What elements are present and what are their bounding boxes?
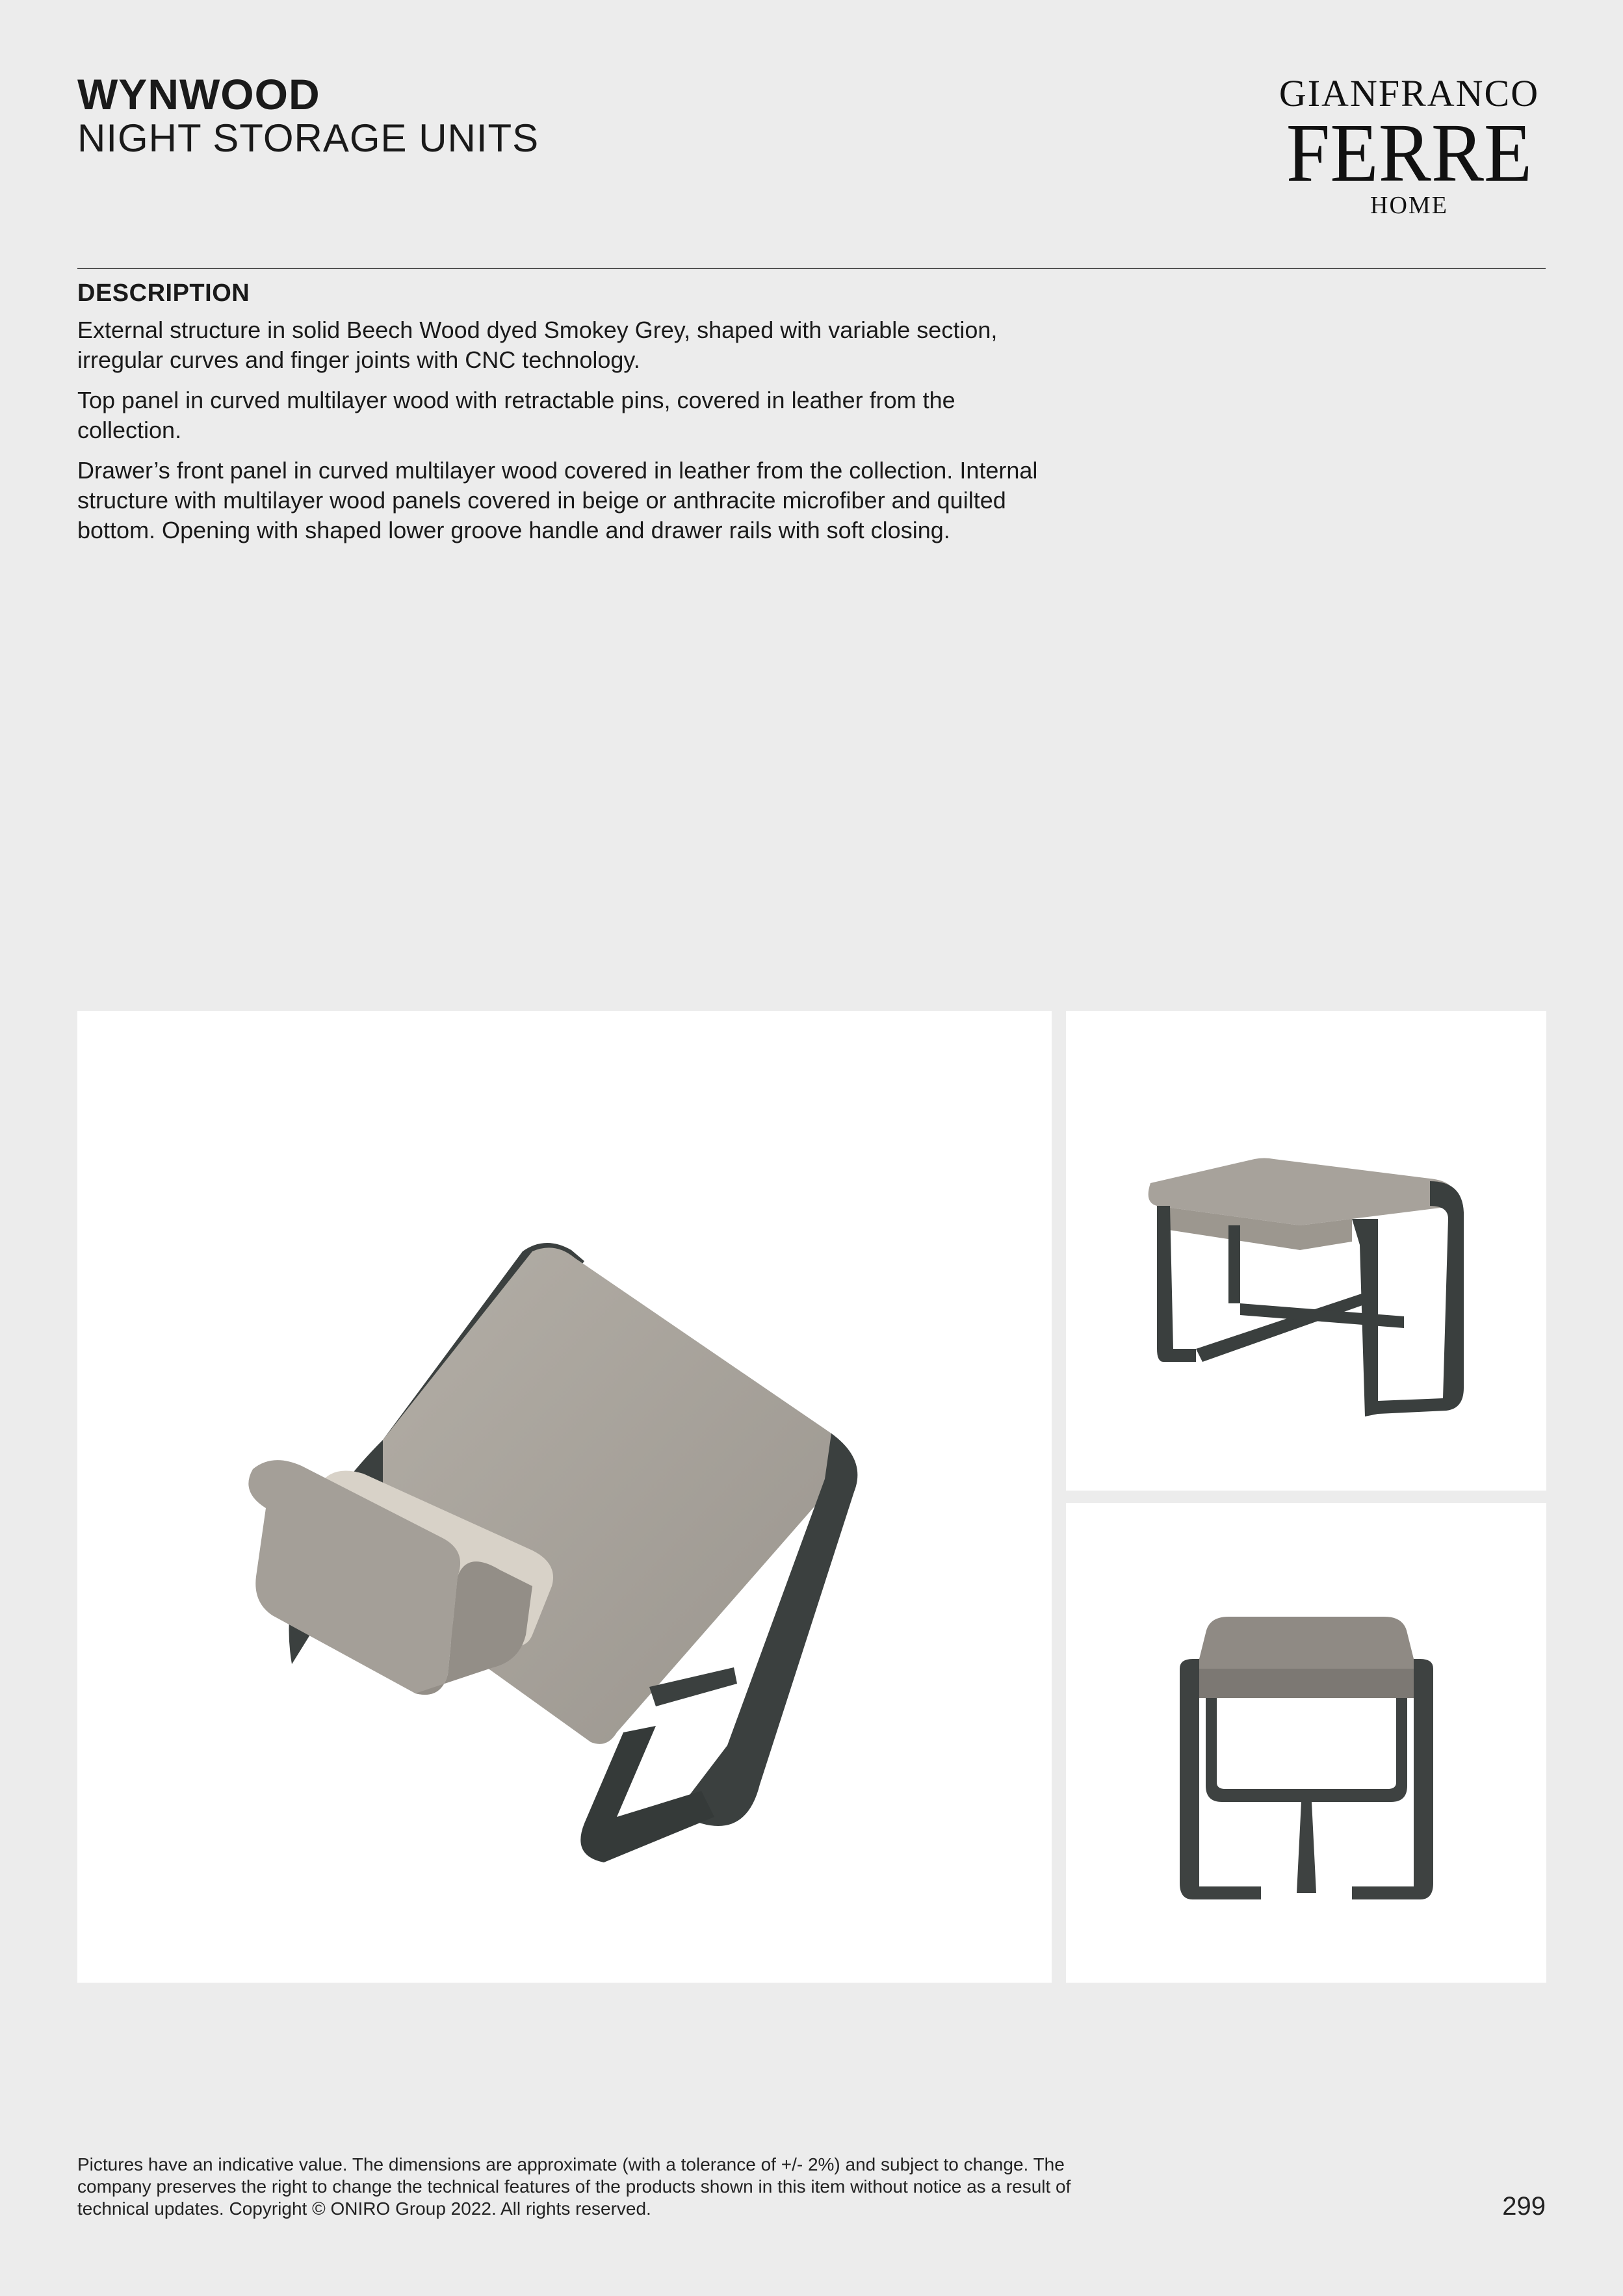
page-title: WYNWOOD (77, 70, 320, 118)
logo-line-2: FERRE (1286, 107, 1533, 199)
nightstand-perspective-illustration (1066, 1011, 1546, 1491)
product-photo-front (1066, 1503, 1546, 1983)
product-photo-perspective (1066, 1011, 1546, 1491)
product-photo-main (77, 1011, 1052, 1983)
description-body (77, 315, 1065, 556)
page-number: 299 (1502, 2192, 1546, 2221)
description-paragraph: Drawer’s front panel in curved multilayer wood covered in leather from the collection. Internal structure with multilayer wood panels covered in beige or anthracite microfiber and quilted bottom. Opening with shaped lower groove handle and drawer rails with soft closing. (77, 457, 1038, 543)
description-paragraph: Top panel in curved multilayer wood with retractable pins, covered in leather from the collection. (77, 387, 955, 443)
description-paragraph: External structure in solid Beech Wood dyed Smokey Grey, shaped with variable section, irregular curves and finger joints with CNC technology. (77, 317, 998, 373)
page-subtitle: NIGHT STORAGE UNITS (77, 116, 539, 160)
brand-logo (1273, 73, 1546, 220)
header-divider (77, 268, 1546, 269)
nightstand-front-illustration (1066, 1503, 1546, 1983)
description-heading: DESCRIPTION (77, 280, 250, 307)
logo-line-1: GIANFRANCO (1279, 72, 1540, 114)
nightstand-open-drawer-illustration (77, 1011, 1052, 1983)
legal-disclaimer: Pictures have an indicative value. The dimensions are approximate (with a tolerance of +/- 2%) and subject to change. The company preserves the right to change the technical features of the products shown in this item without notice as a result of technical updates. Copyright © ONIRO Group 2022. All rights reserved. (77, 2154, 1071, 2219)
logo-line-3: HOME (1370, 192, 1448, 219)
